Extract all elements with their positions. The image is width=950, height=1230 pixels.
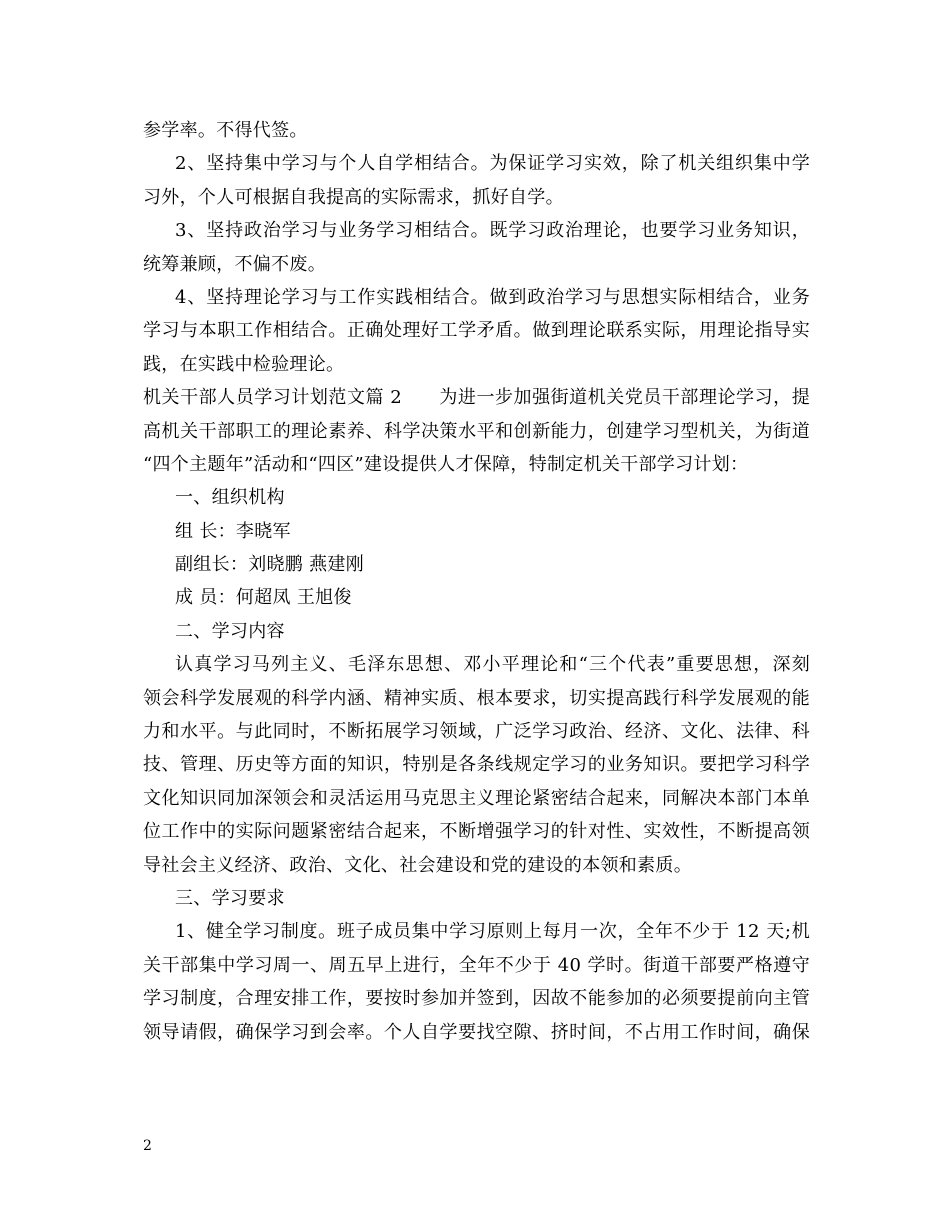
text-line: 领导请假，确保学习到会率。个人自学要找空隙、挤时间，不占用工作时间，确保 [143,1021,810,1043]
text-line: 习外，个人可根据自我提高的实际需求，抓好自学。 [143,186,564,208]
text-line: 二、学习内容 [175,620,285,642]
text-line: 认真学习马列主义、毛泽东思想、邓小平理论和“三个代表”重要思想，深刻 [175,654,810,676]
text-line: 副组长：刘晓鹏 燕建刚 [175,554,365,576]
text-line: 位工作中的实际问题紧密结合起来，不断增强学习的针对性、实效性，不断提高领 [143,821,810,843]
text-line: 机关干部人员学习计划范文篇 2 为进一步加强街道机关党员干部理论学习，提 [143,387,810,409]
text-line: 三、学习要求 [175,887,285,909]
text-line: 文化知识同加深领会和灵活运用马克思主义理论紧密结合起来，同解决本部门本单 [143,787,810,809]
text-line: 领会科学发展观的科学内涵、精神实质、根本要求，切实提高践行科学发展观的能 [143,687,810,709]
text-line: 学习与本职工作相结合。正确处理好工学矛盾。做到理论联系实际，用理论指导实 [143,320,810,342]
text-line: 高机关干部职工的理论素养、科学决策水平和创新能力，创建学习型机关，为街道 [143,420,810,442]
text-line: 2、坚持集中学习与个人自学相结合。为保证学习实效，除了机关组织集中学 [175,153,810,175]
text-line: 组 长：李晓军 [175,520,291,542]
text-line: 力和水平。与此同时，不断拓展学习领域，广泛学习政治、经济、文化、法律、科 [143,721,810,743]
text-line: 关干部集中学习周一、周五早上进行，全年不少于 40 学时。街道干部要严格遵守 [143,954,810,976]
page-number: 2 [143,1138,152,1154]
text-line: 导社会主义经济、政治、文化、社会建设和党的建设的本领和素质。 [143,854,692,876]
text-line: 践，在实践中检验理论。 [143,353,345,375]
text-line: “四个主题年”活动和“四区”建设提供人才保障，特制定机关干部学习计划： [143,453,749,475]
text-line: 学习制度，合理安排工作，要按时参加并签到，因故不能参加的必须要提前向主管 [143,988,810,1010]
text-line: 技、管理、历史等方面的知识，特别是各条线规定学习的业务知识。要把学习科学 [143,754,810,776]
text-line: 一、组织机构 [175,487,285,509]
text-line: 4、坚持理论学习与工作实践相结合。做到政治学习与思想实际相结合，业务 [175,286,810,308]
text-line: 统筹兼顾，不偏不废。 [143,253,326,275]
text-line: 成 员：何超凤 王旭俊 [175,587,352,609]
text-line: 1、健全学习制度。班子成员集中学习原则上每月一次，全年不少于 12 天;机 [175,921,810,943]
document-body [143,114,810,1049]
text-line: 参学率。不得代签。 [143,120,308,141]
text-line: 3、坚持政治学习与业务学习相结合。既学习政治理论，也要学习业务知识， [175,220,810,242]
